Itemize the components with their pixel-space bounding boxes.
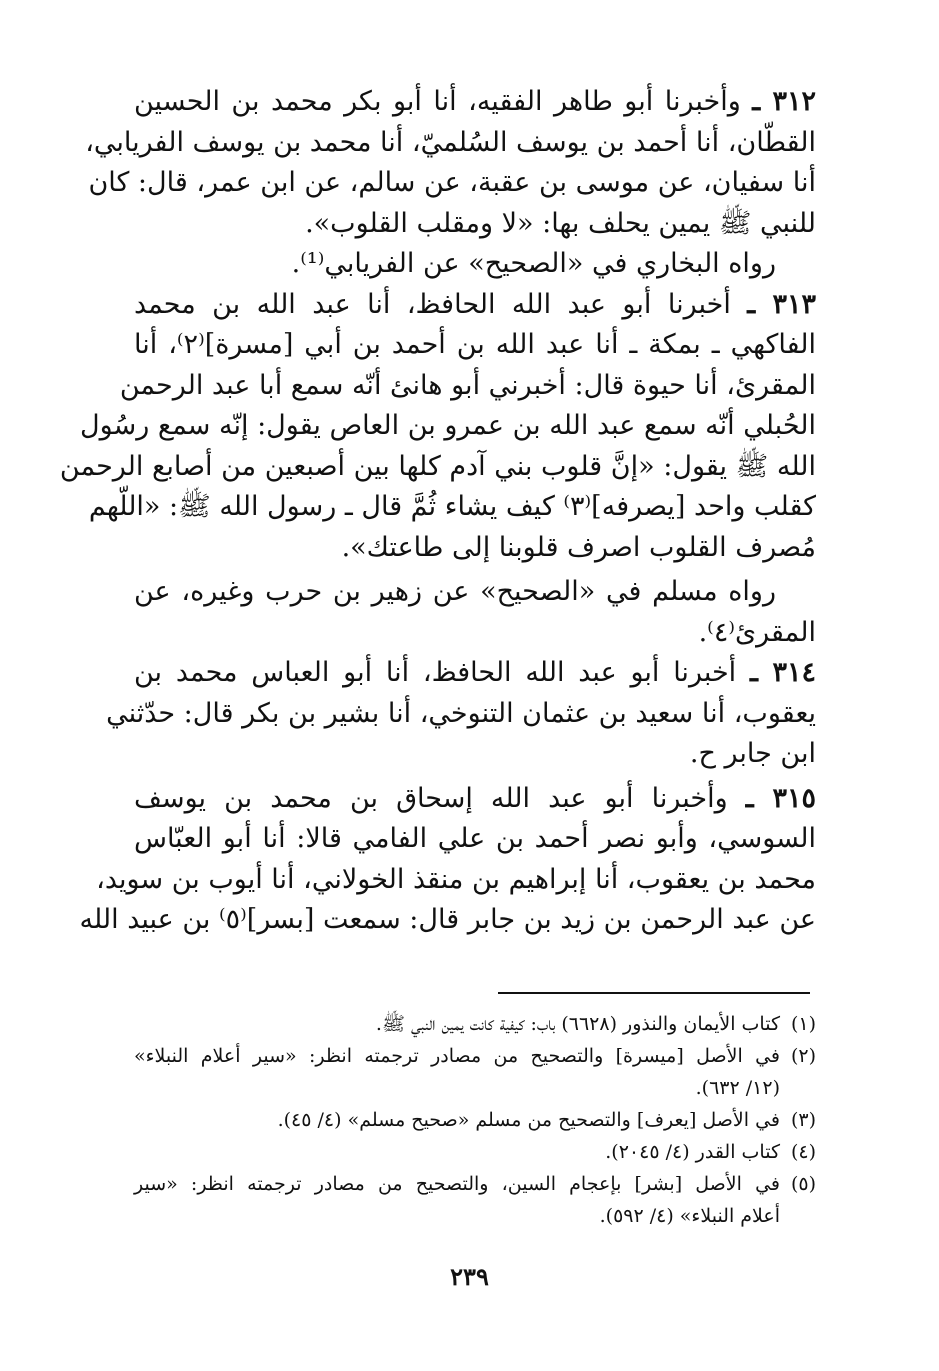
footnotes <box>134 1008 816 1232</box>
hadith-number: ٣١٥ ـ <box>745 782 816 814</box>
hadith-number: ٣١٣ ـ <box>747 288 816 320</box>
text-line: عن عبد الرحمن بن زيد بن جابر قال: سمعت [بسر]⁽٥⁾ بن عبيد الله <box>79 904 816 935</box>
footnote-number: (٢) <box>790 1045 816 1067</box>
text-line: المقرئ، أنا حيوة قال: أخبرني أبو هانئ أنّه سمع أبا عبد الرحمن <box>119 369 816 401</box>
text-line: للنبي ﷺ يمين يحلف بها: «لا ومقلب القلوب». <box>305 207 816 239</box>
footnote-line: أعلام النبلاء» (٤/ ٥٩٢). <box>599 1205 780 1227</box>
text-line: أنا سفيان، عن موسى بن عقبة، عن سالم، عن ابن عمر، قال: كان <box>88 167 816 198</box>
text-line: ٣١٣ ـ أخبرنا أبو عبد الله الحافظ، أنا عبد الله بن محمد <box>134 288 816 320</box>
text-line: محمد بن يعقوب، أنا إبراهيم بن منقذ الخولاني، أنا أيوب بن سويد، <box>96 863 816 895</box>
footnote-number: (٤) <box>790 1141 816 1163</box>
text-line: القطّان، أنا أحمد بن يوسف السُلميّ، أنا محمد بن يوسف الفريابي، <box>85 126 816 158</box>
page-number: ٢٣٩ <box>450 1262 489 1291</box>
text-line: رواه مسلم في «الصحيح» عن زهير بن حرب وغيره، عن <box>134 576 776 607</box>
footnote-number: (٥) <box>790 1173 816 1195</box>
footnote-line: (٥) في الأصل [بشر] بإعجام السين، والتصحيح من مصادر ترجمته انظر: «سير <box>134 1168 816 1200</box>
text-line: الفاكهي ـ بمكة ـ أنا عبد الله بن أحمد بن أبي [مسرة]⁽٢⁾، أنا <box>134 329 817 360</box>
text-line: رواه البخاري في «الصحيح» عن الفريابي⁽¹⁾. <box>291 248 776 279</box>
text-line: ٣١٥ ـ وأخبرنا أبو عبد الله إسحاق بن محمد بن يوسف <box>134 782 816 814</box>
text-line: السوسي، وأبو نصر أحمد بن علي الفامي قالا: أنا أبو العبّاس <box>134 823 816 854</box>
text-line: ابن جابر ح. <box>689 738 816 769</box>
text-line: الحُبلي أنّه سمع عبد الله بن عمرو بن العاص يقول: إنّه سمع رسُول <box>80 410 816 441</box>
footnote-line: (١٢/ ٦٣٢). <box>695 1077 780 1099</box>
text-line: يعقوب، أنا سعيد بن عثمان التنوخي، أنا بشير بن بكر قال: حدّثني <box>106 697 816 729</box>
main-text <box>59 82 817 941</box>
footnote-line: (٣) في الأصل [يعرف] والتصحيح من مسلم «صحيح مسلم» (٤/ ٤٥). <box>134 1104 816 1136</box>
text-line: ٣١٤ ـ أخبرنا أبو عبد الله الحافظ، أنا أبو العباس محمد بن <box>134 657 816 688</box>
text-line: المقرئ⁽٤⁾. <box>698 616 816 648</box>
hadith-number: ٣١٤ ـ <box>749 657 816 688</box>
text-line: الله ﷺ يقول: «إنَّ قلوب بني آدم كلها بين أصبعين من أصابع الرحمن <box>59 450 816 482</box>
footnote-separator <box>498 992 810 994</box>
footnote-line: (١) كتاب الأيمان والنذور (٦٦٢٨) باب: كيفية كانت يمين النبي ﷺ. <box>134 1008 816 1040</box>
footnote-number: (١) <box>790 1013 816 1035</box>
text-line: ٣١٢ ـ وأخبرنا أبو طاهر الفقيه، أنا أبو بكر محمد بن الحسين <box>134 86 816 117</box>
text-line: مُصرف القلوب اصرف قلوبنا إلى طاعتك». <box>341 531 816 563</box>
footnote-line: (٤) كتاب القدر (٤/ ٢٠٤٥). <box>134 1136 816 1168</box>
footnote-number: (٣) <box>790 1109 816 1131</box>
footnote-line: (٢) في الأصل [ميسرة] والتصحيح من مصادر ترجمته انظر: «سير أعلام النبلاء» <box>134 1040 816 1072</box>
text-line: كقلب واحد [يصرفه]⁽٣⁾ كيف يشاء ثُمَّ قال ـ رسول الله ﷺ: «اللّهم <box>88 491 816 522</box>
hadith-number: ٣١٢ ـ <box>752 86 816 117</box>
